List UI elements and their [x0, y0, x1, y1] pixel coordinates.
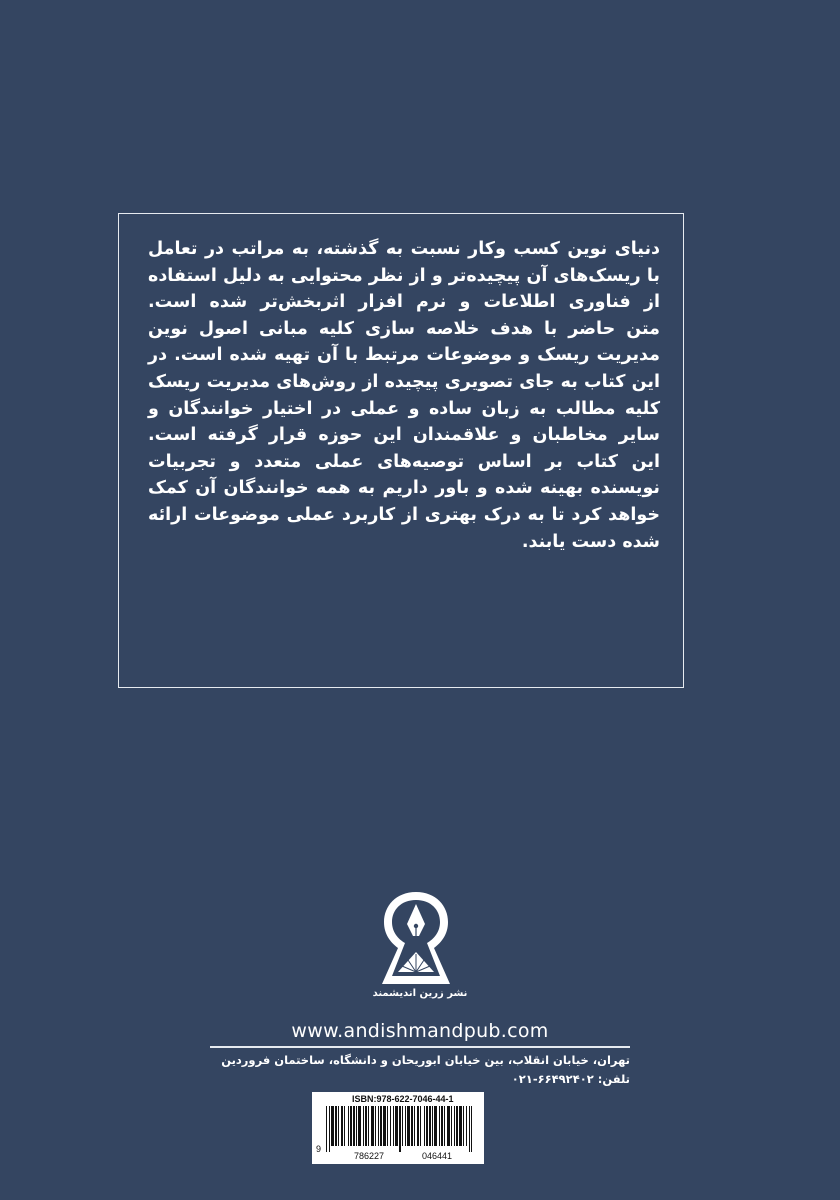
barcode-bar	[387, 1106, 388, 1146]
isbn-label: ISBN:978-622-7046-44-1	[352, 1094, 454, 1104]
barcode-bar	[405, 1106, 406, 1146]
barcode-bar	[393, 1106, 394, 1146]
barcode-bar	[375, 1106, 376, 1146]
barcode-bar	[371, 1106, 374, 1146]
barcode-bar	[363, 1106, 364, 1146]
barcode-bar	[335, 1106, 337, 1146]
barcode-bar	[350, 1106, 352, 1146]
barcode-digits-right: 046441	[422, 1151, 453, 1161]
divider	[210, 1046, 630, 1048]
barcode-bar	[338, 1106, 339, 1146]
barcode-bar	[329, 1106, 330, 1152]
barcode-bar	[402, 1106, 403, 1146]
blurb-paragraph-1: دنیای نوین کسب وکار نسبت به گذشته، به مراتب در تعامل با ریسک‌های آن پیچیده‌تر و از نظر محتوایی به دلیل استفاده از فناوری اطلاعات و نرم افزار اثربخش‌تر شده است.	[148, 239, 660, 313]
barcode-bar	[432, 1106, 433, 1146]
barcode-bar	[407, 1106, 410, 1146]
blurb-paragraph-3: این کتاب بر اساس توصیه‌های عملی متعدد و تجربیات نویسنده بهینه شده و باور داریم به همه خوانندگان آن کمک خواهد کرد تا به درک بهتری از کاربرد عملی موضوعات ارائه شده دست یابند.	[148, 451, 660, 552]
publisher-address: تهران، خیابان انقلاب، بین خیابان ابوریحان و دانشگاه، ساختمان فروردین	[221, 1053, 630, 1067]
barcode-bar	[456, 1106, 458, 1146]
barcode-bar	[378, 1106, 379, 1146]
barcode-bar	[395, 1106, 398, 1146]
barcode-bar	[380, 1106, 382, 1146]
barcode-bar	[459, 1106, 462, 1146]
barcode-bar	[356, 1106, 357, 1146]
barcode-bar	[429, 1106, 431, 1146]
publisher-website: www.andishmandpub.com	[291, 1020, 549, 1042]
barcode-bar	[447, 1106, 450, 1146]
barcode-bar	[454, 1106, 455, 1146]
barcode-bar	[424, 1106, 425, 1146]
barcode-bar	[451, 1106, 452, 1146]
barcode-bar	[399, 1106, 401, 1152]
barcode-bar	[466, 1106, 467, 1146]
barcode-bars	[326, 1106, 472, 1152]
barcode-bar	[411, 1106, 413, 1146]
barcode-bar	[383, 1106, 386, 1146]
barcode-bar	[331, 1106, 334, 1146]
barcode-digit-first: 9	[316, 1144, 322, 1154]
isbn-barcode	[312, 1092, 484, 1164]
barcode-bar	[469, 1106, 470, 1152]
barcode-bar	[471, 1106, 472, 1152]
barcode-bar	[420, 1106, 421, 1146]
barcode-bar	[434, 1106, 437, 1146]
blurb-text	[148, 236, 660, 555]
barcode-bar	[463, 1106, 464, 1146]
barcode-bar	[348, 1106, 349, 1146]
barcode-bar	[326, 1106, 327, 1152]
barcode-bar	[358, 1106, 361, 1146]
barcode-bar	[441, 1106, 443, 1146]
barcode-bar	[368, 1106, 369, 1146]
barcode-bar	[426, 1106, 428, 1146]
barcode-bar	[365, 1106, 367, 1146]
barcode-bar	[444, 1106, 445, 1146]
keyhole-pen-book-icon	[374, 888, 458, 988]
publisher-name: نشر زرین اندیشمند	[372, 988, 468, 999]
barcode-digits-left: 786227	[354, 1151, 385, 1161]
barcode-bar	[439, 1106, 440, 1146]
barcode-bar	[344, 1106, 345, 1146]
barcode-bar	[417, 1106, 419, 1146]
barcode-bar	[414, 1106, 415, 1146]
publisher-phone: تلفن: ۶۶۴۹۲۴۰۲-۰۲۱	[511, 1072, 630, 1086]
barcode-bar	[353, 1106, 355, 1146]
blurb-paragraph-2: متن حاضر با هدف خلاصه سازی کلیه مبانی اصول نوین مدیریت ریسک و موضوعات مرتبط با آن تهیه شده است. در این کتاب به جای تصویری پیچیده از روش‌های مدیریت ریسک کلیه مطالب به زبان ساده و عملی در اختیار خوانندگان و سایر مخاطبان و علاقمندان این حوزه قرار گرفته است.	[148, 318, 660, 446]
barcode-bar	[390, 1106, 391, 1146]
barcode-bar	[341, 1106, 343, 1146]
